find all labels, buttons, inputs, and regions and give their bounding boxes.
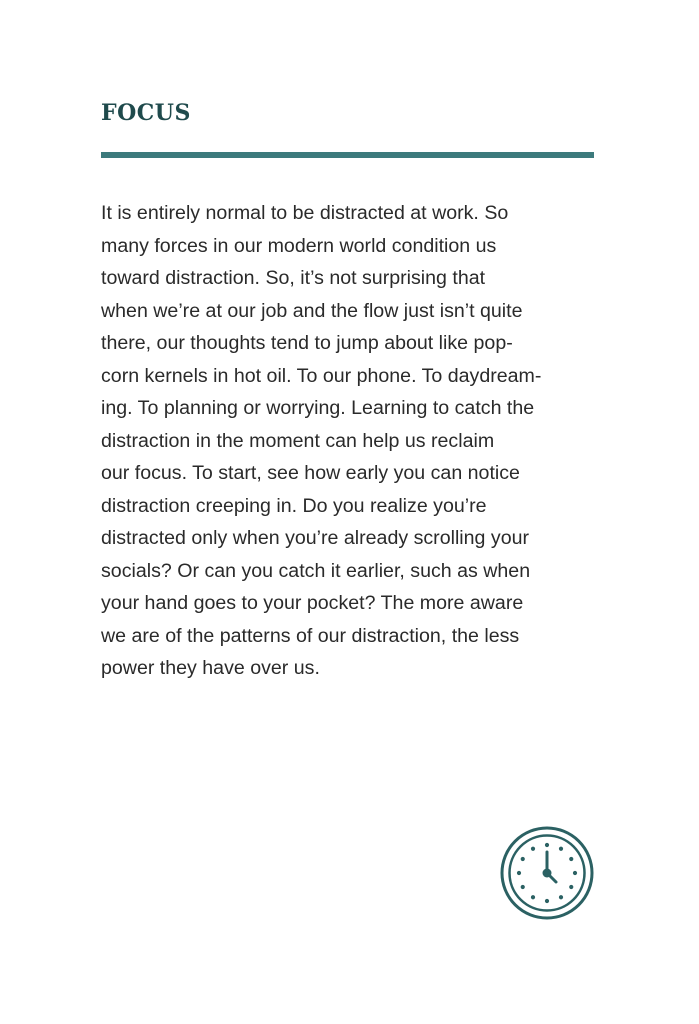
body-line: many forces in our modern world condition us (101, 234, 497, 257)
body-line: we are of the patterns of our distraction, the less (101, 624, 520, 647)
body-line: distraction creeping in. Do you realize you’re (101, 494, 487, 517)
page-title: FOCUS (101, 100, 191, 126)
body-line: socials? Or can you catch it earlier, such as when (101, 559, 531, 582)
body-paragraph (101, 197, 596, 685)
body-line: our focus. To start, see how early you can notice (101, 462, 520, 484)
body-line: when we’re at our job and the flow just isn’t quite (101, 299, 523, 322)
body-line: distraction in the moment can help us reclaim (101, 429, 495, 452)
body-line: there, our thoughts tend to jump about like pop- (101, 332, 513, 354)
clock-icon (500, 826, 594, 920)
body-line: toward distraction. So, it’s not surprising that (101, 267, 486, 289)
body-line: ing. To planning or worrying. Learning to catch the (101, 397, 535, 419)
body-line: It is entirely normal to be distracted at work. So (101, 202, 509, 224)
body-line: corn kernels in hot oil. To our phone. To daydream- (101, 364, 542, 387)
body-line: your hand goes to your pocket? The more aware (101, 592, 524, 614)
body-line: power they have over us. (101, 657, 320, 679)
heading-rule (101, 152, 594, 158)
body-line: distracted only when you’re already scrolling your (101, 527, 530, 549)
